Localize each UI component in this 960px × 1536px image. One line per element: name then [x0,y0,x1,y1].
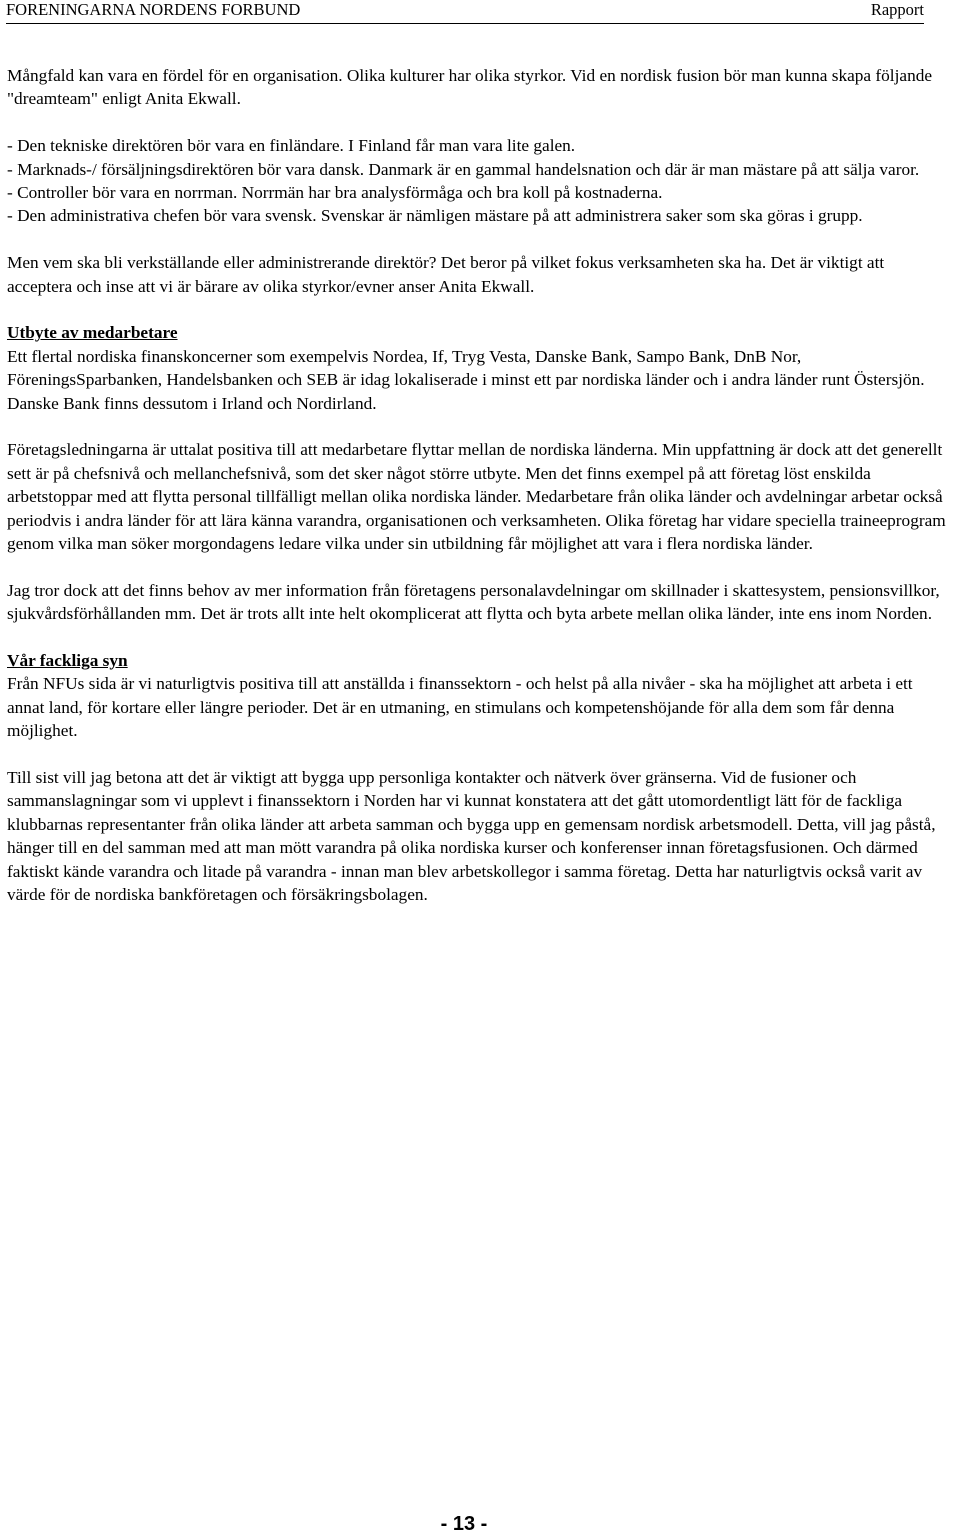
section-heading-fackliga: Vår fackliga syn [7,651,128,671]
utbyte-section [7,321,952,415]
intro-paragraph: Mångfald kan vara en fördel för en organisation. Olika kulturer har olika styrkor. Vid en nordisk fusion bör man kunna skapa följande "dreamteam" enligt Anita Ekwall. [7,66,933,109]
dreamteam-item-technical: - Den tekniske direktören bör vara en finländare. I Finland får man vara lite galen. [7,136,576,156]
fackliga-paragraph-1: Från NFUs sida är vi naturligtvis positiva till att anställda i finanssektorn - och helst på alla nivåer - ska ha möjlighet att arbeta i ett annat land, för kortare eller längre perioder. Det är en utmaning, en stimulans och kompetenshöjande för alla dem som får denna möjlighet. [7,674,913,741]
utbyte-paragraph-2: Företagsledningarna är uttalat positiva till att medarbetare flyttar mellan de nordiska länderna. Min uppfattning är dock att det generellt sett är på chefsnivå och mellanchefsnivå, som det sker något större utbyte. Men det finns exempel på att företag löst enskilda arbetstoppar med att flytta personal tillfälligt mellan olika nordiska länder. Medarbetare från olika länder och avdelningar arbetar också periodvis i andra länder för att lära känna varandra, organisationen och verksamheten. Olika företag har vidare speciella traineeprogram genom vilka man söker morgondagens ledare vilka under sin utbildning får möjlighet att vara i flera nordiska länder. [7,440,946,554]
fackliga-section [7,649,952,743]
ceo-paragraph: Men vem ska bli verkställande eller administrerande direktör? Det beror på vilket fokus verksamheten ska ha. Det är viktigt att acceptera och inse att vi är bärare av olika styrkor/evner anser Anita Ekwall. [7,253,885,296]
page-number: - 13 - [440,1513,488,1535]
dreamteam-item-controller: - Controller bör vara en norrman. Norrmän har bra analysförmåga och bra koll på kostnaderna. [7,183,663,203]
utbyte-paragraph-1: Ett flertal nordiska finanskoncerner som exempelvis Nordea, If, Tryg Vesta, Danske Bank, Sampo Bank, DnB Nor, FöreningsSparbanken, Handelsbanken och SEB är idag lokaliserade i minst ett par nordiska länder och i andra länder runt Östersjön. Danske Bank finns dessutom i Irland och Nordirland. [7,346,925,413]
document-body [7,64,952,907]
fackliga-paragraph-2: Till sist vill jag betona att det är viktigt att bygga upp personliga kontakter och nätverk över gränserna. Vid de fusioner och sammanslagningar som vi upplevt i finanssektorn i Norden har vi kunnat konstatera att det gått utomordentligt lätt för de fackliga klubbarnas representanter från olika länder att arbeta samman och bygga upp en gemensam nordisk arbetsmodell. Detta, vill jag påstå, hänger till en del samman med att man mött varandra på olika nordiska kurser och konferenser innan företagsfusionen. Och därmed faktiskt kände varandra och litade på varandra - innan man blev arbetskollegor i samma företag. Detta har naturligtvis också varit av värde för de nordiska bankföretagen och försäkringsbolagen. [7,768,936,905]
page-header [6,0,924,24]
dreamteam-item-administrative: - Den administrativa chefen bör vara svensk. Svenskar är nämligen mästare på att administrera saker som ska göras i grupp. [7,206,863,226]
utbyte-paragraph-3: Jag tror dock att det finns behov av mer information från företagens personalavdelningar om skillnader i skattesystem, pensionsvillkor, sjukvårdsförhållanden mm. Det är trots allt inte helt okomplicerat att flytta och byta arbete mellan olika länder, inte ens inom Norden. [7,580,940,624]
header-document-type: Rapport [870,0,924,19]
header-organization: FORENINGARNA NORDENS FORBUND [6,0,301,19]
dreamteam-item-marketing: - Marknads-/ försäljningsdirektören bör vara dansk. Danmark är en gammal handelsnation och där är man mästare på att sälja varor. [7,159,920,179]
section-heading-utbyte: Utbyte av medarbetare [7,323,178,343]
dreamteam-list [7,134,952,228]
